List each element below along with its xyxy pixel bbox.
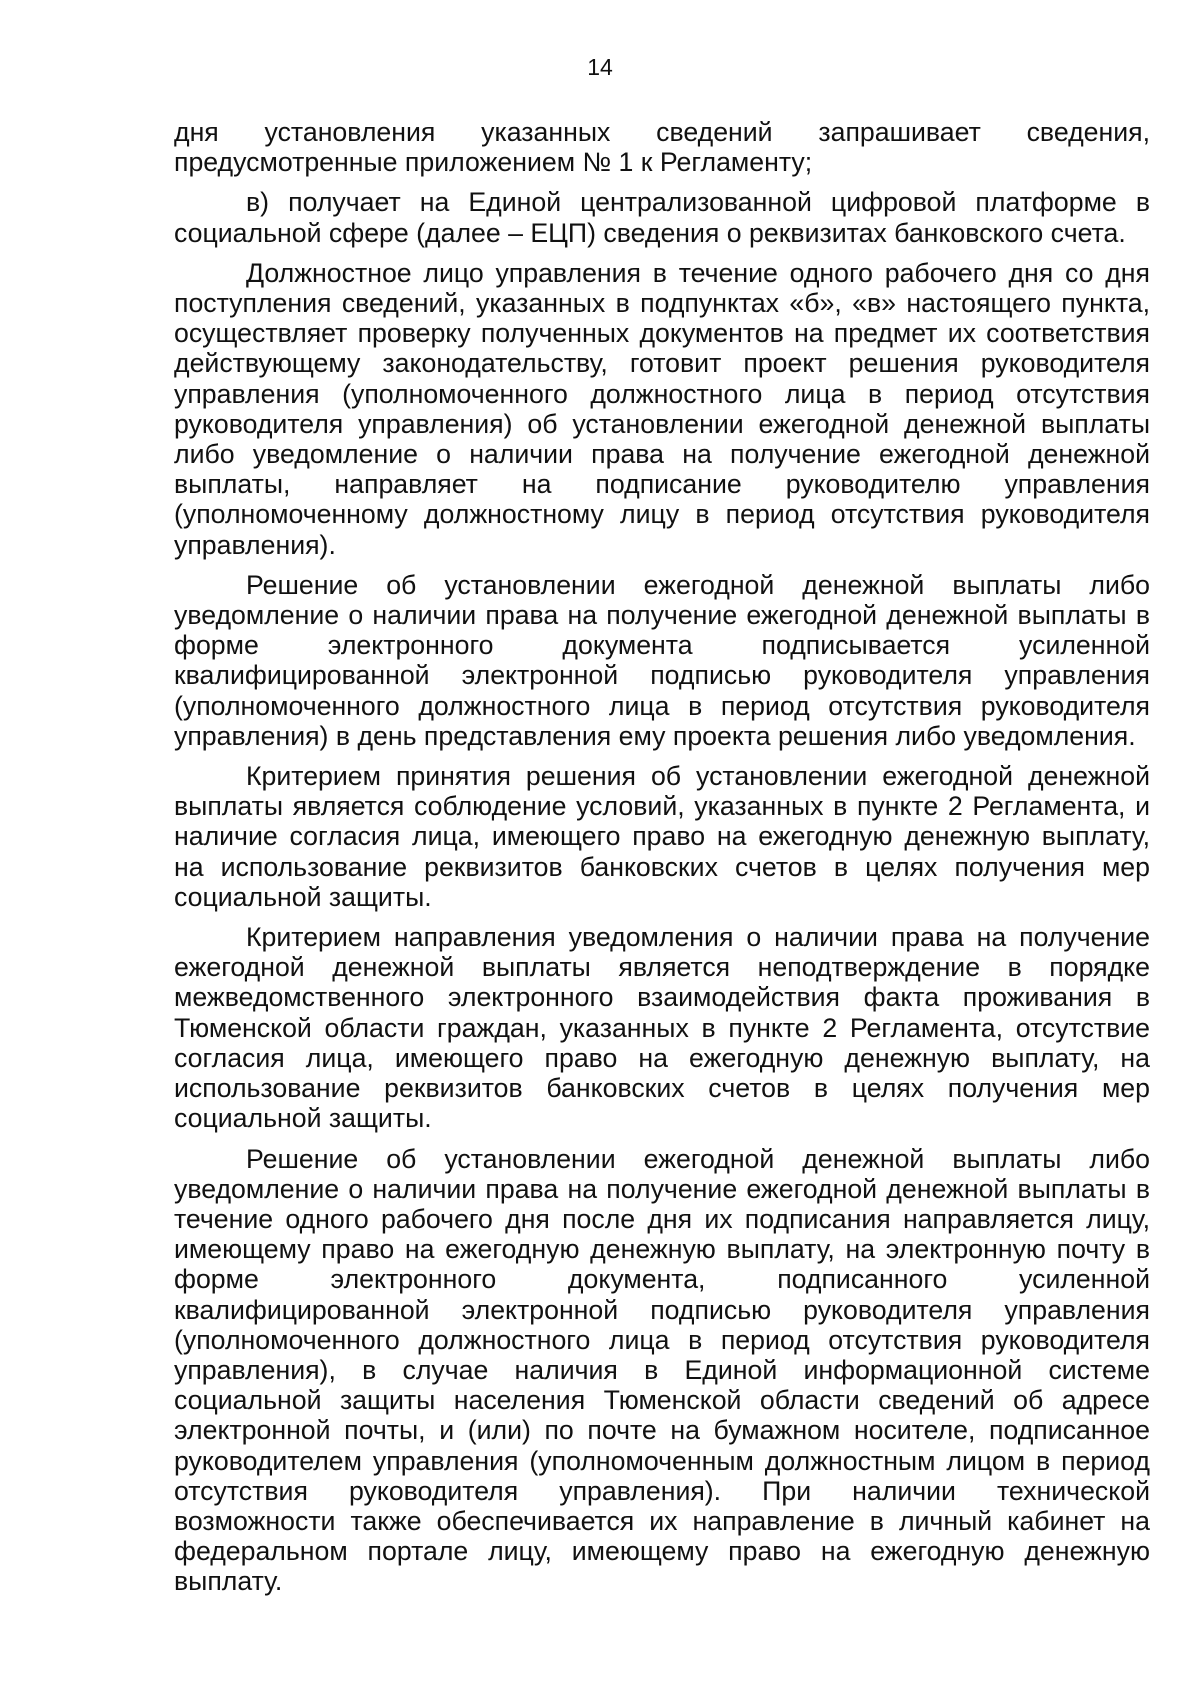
paragraph-decision-criteria: Критерием принятия решения об установлении ежегодной денежной выплаты является соблюдение условий, указанных в пункте 2 Регламента, и наличие согласия лица, имеющего право на ежегодную денежную выплату, на использование реквизитов банковских счетов в целях получения мер социальной защиты.	[174, 761, 1150, 912]
document-body	[174, 117, 1150, 1597]
paragraph-subpoint-v: в) получает на Единой централизованной цифровой платформе в социальной сфере (далее – ЕЦП) сведения о реквизитах банковского счета.	[174, 187, 1150, 248]
page-number: 14	[587, 54, 613, 80]
paragraph-official-review: Должностное лицо управления в течение одного рабочего дня со дня поступления сведений, указанных в подпунктах «б», «в» настоящего пункта, осуществляет проверку полученных документов на предмет их соответствия действующему законодательству, готовит проект решения руководителя управления (уполномоченного должностного лица в период отсутствия руководителя управления) об установлении ежегодной денежной выплаты либо уведомление о наличии права на получение ежегодной денежной выплаты, направляет на подписание руководителю управления (уполномоченному должностному лицу в период отсутствия руководителя управления).	[174, 257, 1150, 560]
paragraph-delivery: Решение об установлении ежегодной денежной выплаты либо уведомление о наличии права на получение ежегодной денежной выплаты в течение одного рабочего дня после дня их подписания направляется лицу, имеющему право на ежегодную денежную выплату, на электронную почту в форме электронного документа, подписанного усиленной квалифицированной электронной подписью руководителя управления (уполномоченного должностного лица в период отсутствия руководителя управления), в случае наличия в Единой информационной системе социальной защиты населения Тюменской области сведений об адресе электронной почты, и (или) по почте на бумажном носителе, подписанное руководителем управления (уполномоченным должностным лицом в период отсутствия руководителя управления). При наличии технической возможности также обеспечивается их направление в личный кабинет на федеральном портале лицу, имеющему право на ежегодную денежную выплату.	[174, 1143, 1150, 1597]
paragraph-continuation: дня установления указанных сведений запрашивает сведения, предусмотренные приложением № 1 к Регламенту;	[174, 117, 1150, 178]
paragraph-notification-criteria: Критерием направления уведомления о наличии права на получение ежегодной денежной выплаты является неподтверждение в порядке межведомственного электронного взаимодействия факта проживания в Тюменской области граждан, указанных в пункте 2 Регламента, отсутствие согласия лица, имеющего право на ежегодную денежную выплату, на использование реквизитов банковских счетов в целях получения мер социальной защиты.	[174, 922, 1150, 1134]
paragraph-signing: Решение об установлении ежегодной денежной выплаты либо уведомление о наличии права на получение ежегодной денежной выплаты в форме электронного документа подписывается усиленной квалифицированной электронной подписью руководителя управления (уполномоченного должностного лица в период отсутствия руководителя управления) в день представления ему проекта решения либо уведомления.	[174, 569, 1150, 751]
